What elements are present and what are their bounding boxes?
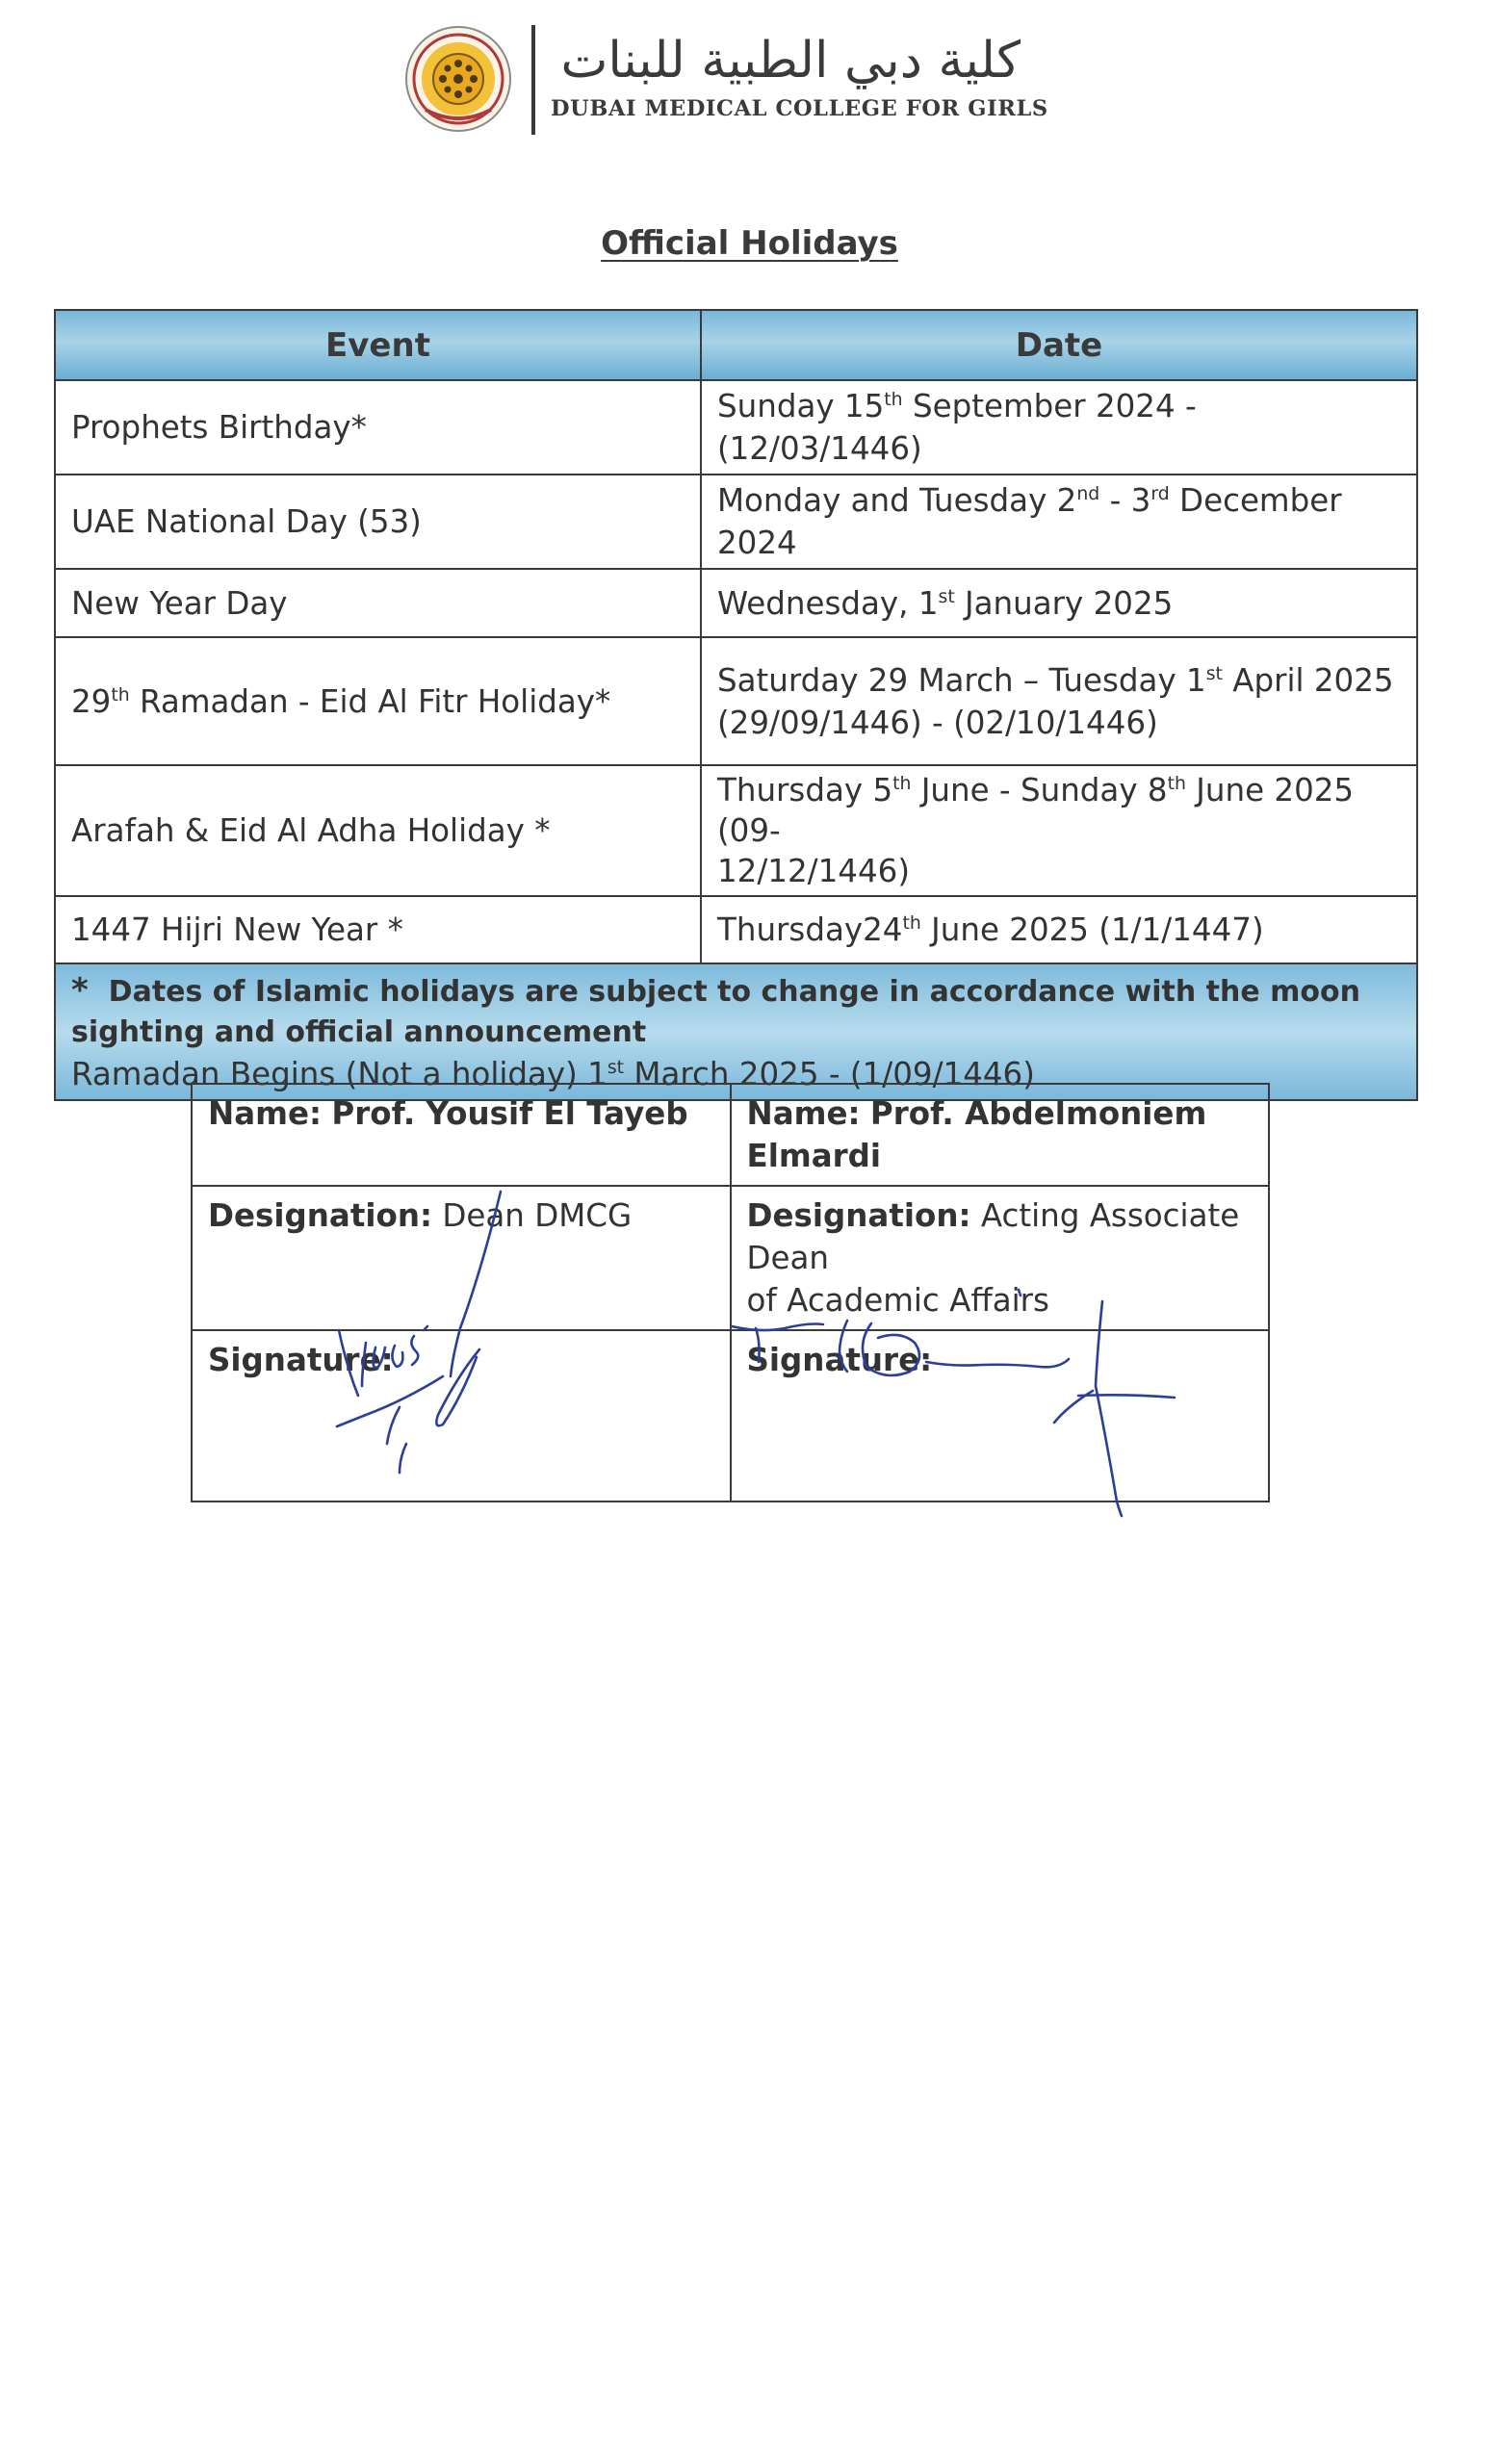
ramadan-note: Ramadan Begins (Not a holiday) 1st March 2025 - (1/09/1446) <box>71 1056 1035 1092</box>
holidays-table <box>54 309 1418 1101</box>
header-divider <box>531 25 535 135</box>
table-row <box>55 569 1417 637</box>
column-header-event: Event <box>55 310 701 380</box>
college-seal-icon <box>404 25 512 133</box>
column-header-date: Date <box>701 310 1417 380</box>
event-cell: 29th Ramadan - Eid Al Fitr Holiday* <box>55 637 701 765</box>
right-designation-cell: Designation: Acting Associate Dean of Academic Affairs <box>731 1186 1270 1330</box>
signatory-signature-row <box>192 1330 1269 1502</box>
signatory-designation-row <box>192 1186 1269 1330</box>
table-note-row <box>55 963 1417 1100</box>
date-cell: Wednesday, 1st January 2025 <box>701 569 1417 637</box>
table-row <box>55 380 1417 475</box>
right-name-cell: Name: Prof. Abdelmoniem Elmardi <box>731 1084 1270 1186</box>
event-cell: 1447 Hijri New Year * <box>55 896 701 963</box>
table-row <box>55 637 1417 765</box>
date-cell: Thursday24th June 2025 (1/1/1447) <box>701 896 1417 963</box>
table-header-row <box>55 310 1417 380</box>
college-name-english: DUBAI MEDICAL COLLEGE FOR GIRLS <box>551 96 1048 121</box>
date-cell: Saturday 29 March – Tuesday 1st April 2025 (29/09/1446) - (02/10/1446) <box>701 637 1417 765</box>
date-cell: Monday and Tuesday 2nd - 3rd December 2024 <box>701 475 1417 569</box>
college-name-arabic: كلية دبي الطبية للبنات <box>560 32 1021 90</box>
signatory-name-row <box>192 1084 1269 1186</box>
event-cell: Prophets Birthday* <box>55 380 701 475</box>
table-row <box>55 765 1417 896</box>
table-row <box>55 896 1417 963</box>
college-header <box>404 21 1048 137</box>
signatory-table <box>191 1083 1270 1502</box>
date-cell: Thursday 5th June - Sunday 8th June 2025 (09- 12/12/1446) <box>701 765 1417 896</box>
page-title: Official Holidays <box>601 224 898 263</box>
left-designation-cell: Designation: Dean DMCG <box>192 1186 731 1330</box>
event-cell: New Year Day <box>55 569 701 637</box>
event-cell: Arafah & Eid Al Adha Holiday * <box>55 765 701 896</box>
islamic-holidays-note: * Dates of Islamic holidays are subject to change in accordance with the moon sighting and official announcement <box>71 971 1360 1049</box>
left-name-cell: Name: Prof. Yousif El Tayeb <box>192 1084 731 1186</box>
table-row <box>55 475 1417 569</box>
left-signature-cell: Signature: <box>192 1330 731 1502</box>
date-cell: Sunday 15th September 2024 - (12/03/1446) <box>701 380 1417 475</box>
note-cell <box>55 963 1417 1100</box>
event-cell: UAE National Day (53) <box>55 475 701 569</box>
right-signature-cell: Signature: <box>731 1330 1270 1502</box>
